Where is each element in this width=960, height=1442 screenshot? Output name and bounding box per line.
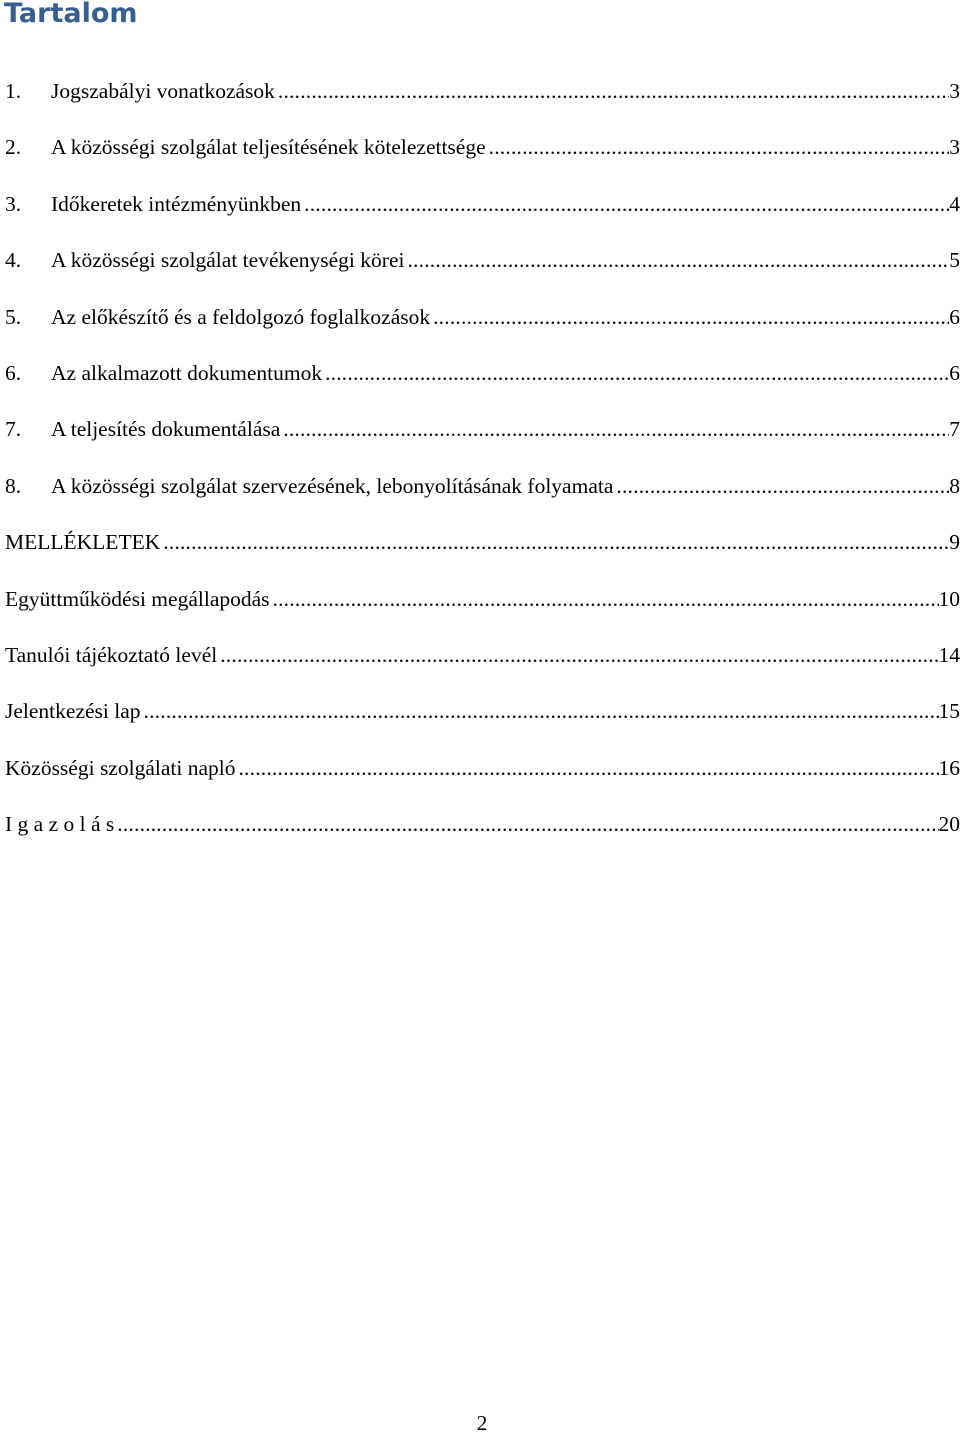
- toc-entry-title: Jogszabályi vonatkozások: [51, 73, 275, 110]
- toc-entry-number: 2.: [0, 129, 51, 166]
- dot-leader: [160, 524, 949, 561]
- toc-entry-page: 6: [949, 299, 960, 336]
- toc-entry-7[interactable]: [0, 411, 960, 467]
- toc-entry-igazolas[interactable]: [0, 806, 960, 862]
- toc-entry-number: 7.: [0, 411, 51, 448]
- toc-entry-page: 8: [949, 468, 960, 505]
- toc-entry-page: 7: [949, 411, 960, 448]
- dot-leader: [430, 299, 949, 336]
- toc-entry-title: Az alkalmazott dokumentumok: [51, 355, 322, 392]
- toc-entry-5[interactable]: [0, 299, 960, 355]
- dot-leader: [114, 806, 938, 843]
- toc-entry-1[interactable]: [0, 73, 960, 129]
- toc-entry-tanuloi-tajekoztato-level[interactable]: [0, 637, 960, 693]
- toc-entry-kozossegi-szolgalati-naplo[interactable]: [0, 750, 960, 806]
- toc-entry-title: Időkeretek intézményünkben: [51, 186, 301, 223]
- toc-entry-number: 3.: [0, 186, 51, 223]
- toc-entry-title: Együttműködési megállapodás: [0, 581, 270, 618]
- toc-entry-page: 14: [939, 637, 960, 674]
- dot-leader: [613, 468, 949, 505]
- page-number: 2: [0, 1405, 960, 1442]
- toc-entry-number: 5.: [0, 299, 51, 336]
- toc-entry-mellekletek[interactable]: [0, 524, 960, 580]
- toc-entry-page: 5: [949, 242, 960, 279]
- toc-entry-title: A közösségi szolgálat teljesítésének kötelezettsége: [51, 129, 486, 166]
- toc-entry-number: 4.: [0, 242, 51, 279]
- toc-entry-number: 1.: [0, 73, 51, 110]
- toc-entry-title: Tanulói tájékoztató levél: [0, 637, 217, 674]
- dot-leader: [275, 73, 949, 110]
- toc-entry-page: 15: [939, 693, 960, 730]
- toc-entry-title: MELLÉKLETEK: [0, 524, 160, 561]
- toc-entry-title: Az előkészítő és a feldolgozó foglalkozások: [51, 299, 430, 336]
- dot-leader: [404, 242, 949, 279]
- dot-leader: [217, 637, 938, 674]
- toc-entry-page: 4: [949, 186, 960, 223]
- dot-leader: [322, 355, 949, 392]
- dot-leader: [301, 186, 949, 223]
- toc-entry-page: 10: [939, 581, 960, 618]
- toc-entry-number: 6.: [0, 355, 51, 392]
- toc-entry-8[interactable]: [0, 468, 960, 524]
- toc-entry-title: A teljesítés dokumentálása: [51, 411, 280, 448]
- toc-entry-page: 16: [939, 750, 960, 787]
- toc-heading: Tartalom: [4, 0, 138, 34]
- dot-leader: [486, 129, 950, 166]
- toc-entry-title: I g a z o l á s: [0, 806, 114, 843]
- toc-entry-number: 8.: [0, 468, 51, 505]
- dot-leader: [235, 750, 938, 787]
- table-of-contents: [0, 73, 960, 862]
- dot-leader: [280, 411, 949, 448]
- toc-entry-egyuttmukodesi-megallapodas[interactable]: [0, 581, 960, 637]
- toc-entry-title: Közösségi szolgálati napló: [0, 750, 235, 787]
- toc-entry-jelentkezesi-lap[interactable]: [0, 693, 960, 749]
- toc-entry-page: 9: [949, 524, 960, 561]
- toc-entry-title: A közösségi szolgálat tevékenységi körei: [51, 242, 404, 279]
- toc-entry-title: Jelentkezési lap: [0, 693, 141, 730]
- toc-entry-page: 3: [949, 129, 960, 166]
- toc-entry-3[interactable]: [0, 186, 960, 242]
- dot-leader: [270, 581, 939, 618]
- toc-entry-page: 3: [949, 73, 960, 110]
- toc-entry-title: A közösségi szolgálat szervezésének, lebonyolításának folyamata: [51, 468, 613, 505]
- dot-leader: [141, 693, 939, 730]
- toc-entry-2[interactable]: [0, 129, 960, 185]
- toc-entry-4[interactable]: [0, 242, 960, 298]
- toc-entry-6[interactable]: [0, 355, 960, 411]
- toc-entry-page: 20: [939, 806, 960, 843]
- toc-entry-page: 6: [949, 355, 960, 392]
